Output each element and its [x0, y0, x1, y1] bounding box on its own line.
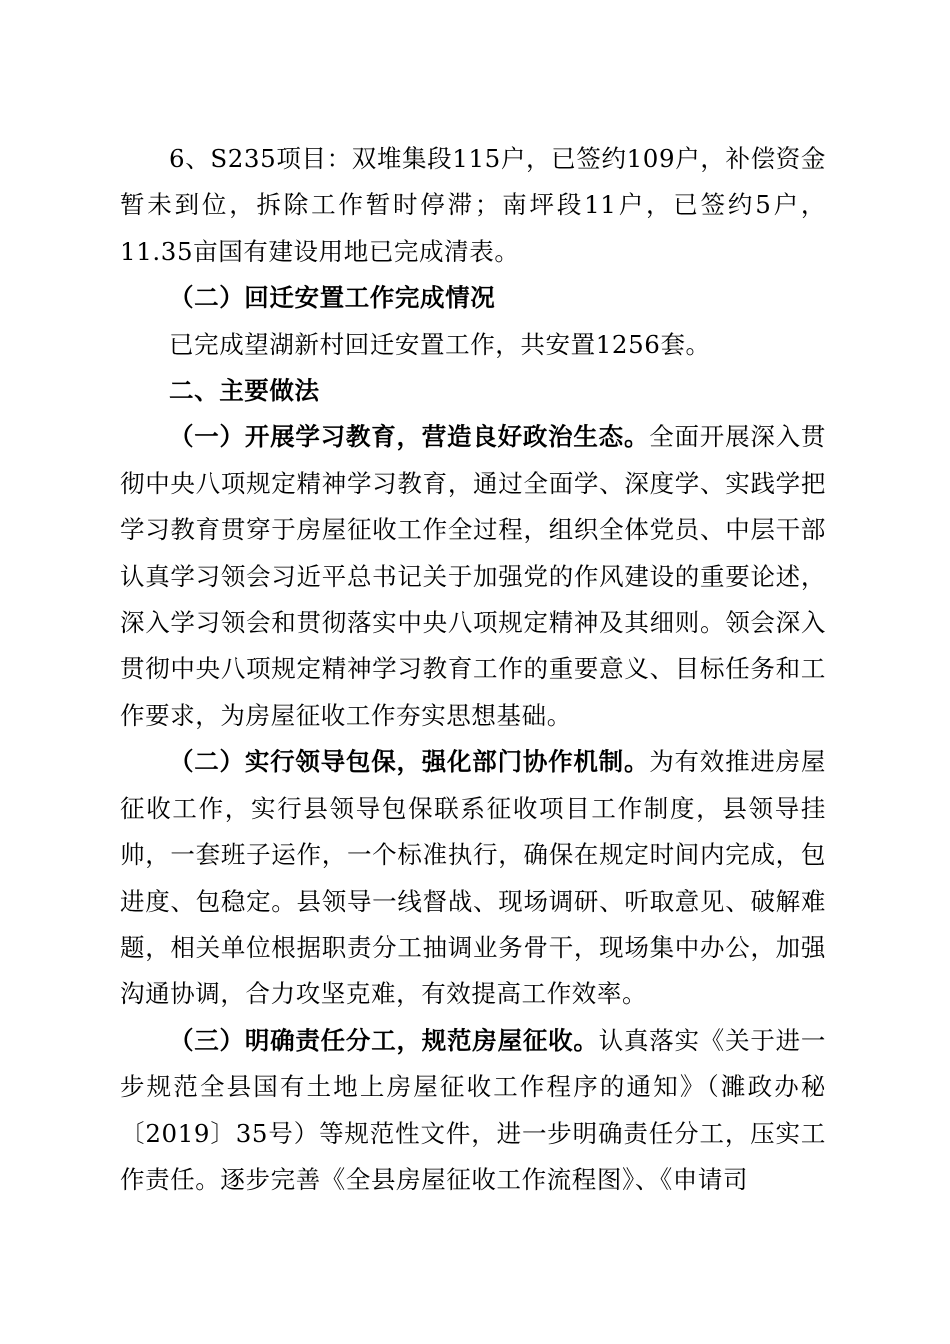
- section-responsibility-division-lead: （三）明确责任分工，规范房屋征收。: [169, 1025, 599, 1055]
- document-body: [120, 136, 826, 1203]
- section-leadership-guarantee-lead: （二）实行领导包保，强化部门协作机制。: [169, 747, 650, 777]
- paragraph-relocation-result: 已完成望湖新村回迁安置工作，共安置1256套。: [169, 329, 711, 359]
- section-leadership-guarantee: [120, 739, 826, 1017]
- heading-main-practices: 二、主要做法: [169, 376, 320, 406]
- section-responsibility-division-body: 认真落实《关于进一步规范全县国有土地上房屋征收工作程序的通知》（濉政办秘〔2019〕35号）等规范性文件，进一步明确责任分工，压实工作责任。逐步完善《全县房屋征收工作流程图》、《申请司: [120, 1025, 826, 1194]
- section-study-education-lead: （一）开展学习教育，营造良好政治生态。: [169, 422, 650, 452]
- section-study-education: [120, 414, 826, 739]
- heading-relocation-status: （二）回迁安置工作完成情况: [169, 283, 496, 313]
- section-study-education-body: 全面开展深入贯彻中央八项规定精神学习教育，通过全面学、深度学、实践学把学习教育贯穿于房屋征收工作全过程，组织全体党员、中层干部认真学习领会习近平总书记关于加强党的作风建设的重要论述，深入学习领会和贯彻落实中央八项规定精神及其细则。领会深入贯彻中央八项规定精神学习教育工作的重要意义、目标任务和工作要求，为房屋征收工作夯实思想基础。: [120, 422, 827, 730]
- section-responsibility-division: [120, 1018, 826, 1204]
- section-leadership-guarantee-body: 为有效推进房屋征收工作，实行县领导包保联系征收项目工作制度，县领导挂帅，一套班子运作，一个标准执行，确保在规定时间内完成，包进度、包稳定。县领导一线督战、现场调研、听取意见、破解难题，相关单位根据职责分工抽调业务骨干，现场集中办公，加强沟通协调，合力攻坚克难，有效提高工作效率。: [120, 747, 827, 1009]
- paragraph-s235-project: 6、S235项目：双堆集段115户，已签约109户，补偿资金暂未到位，拆除工作暂时停滞；南坪段11户，已签约5户，11.35亩国有建设用地已完成清表。: [120, 144, 826, 266]
